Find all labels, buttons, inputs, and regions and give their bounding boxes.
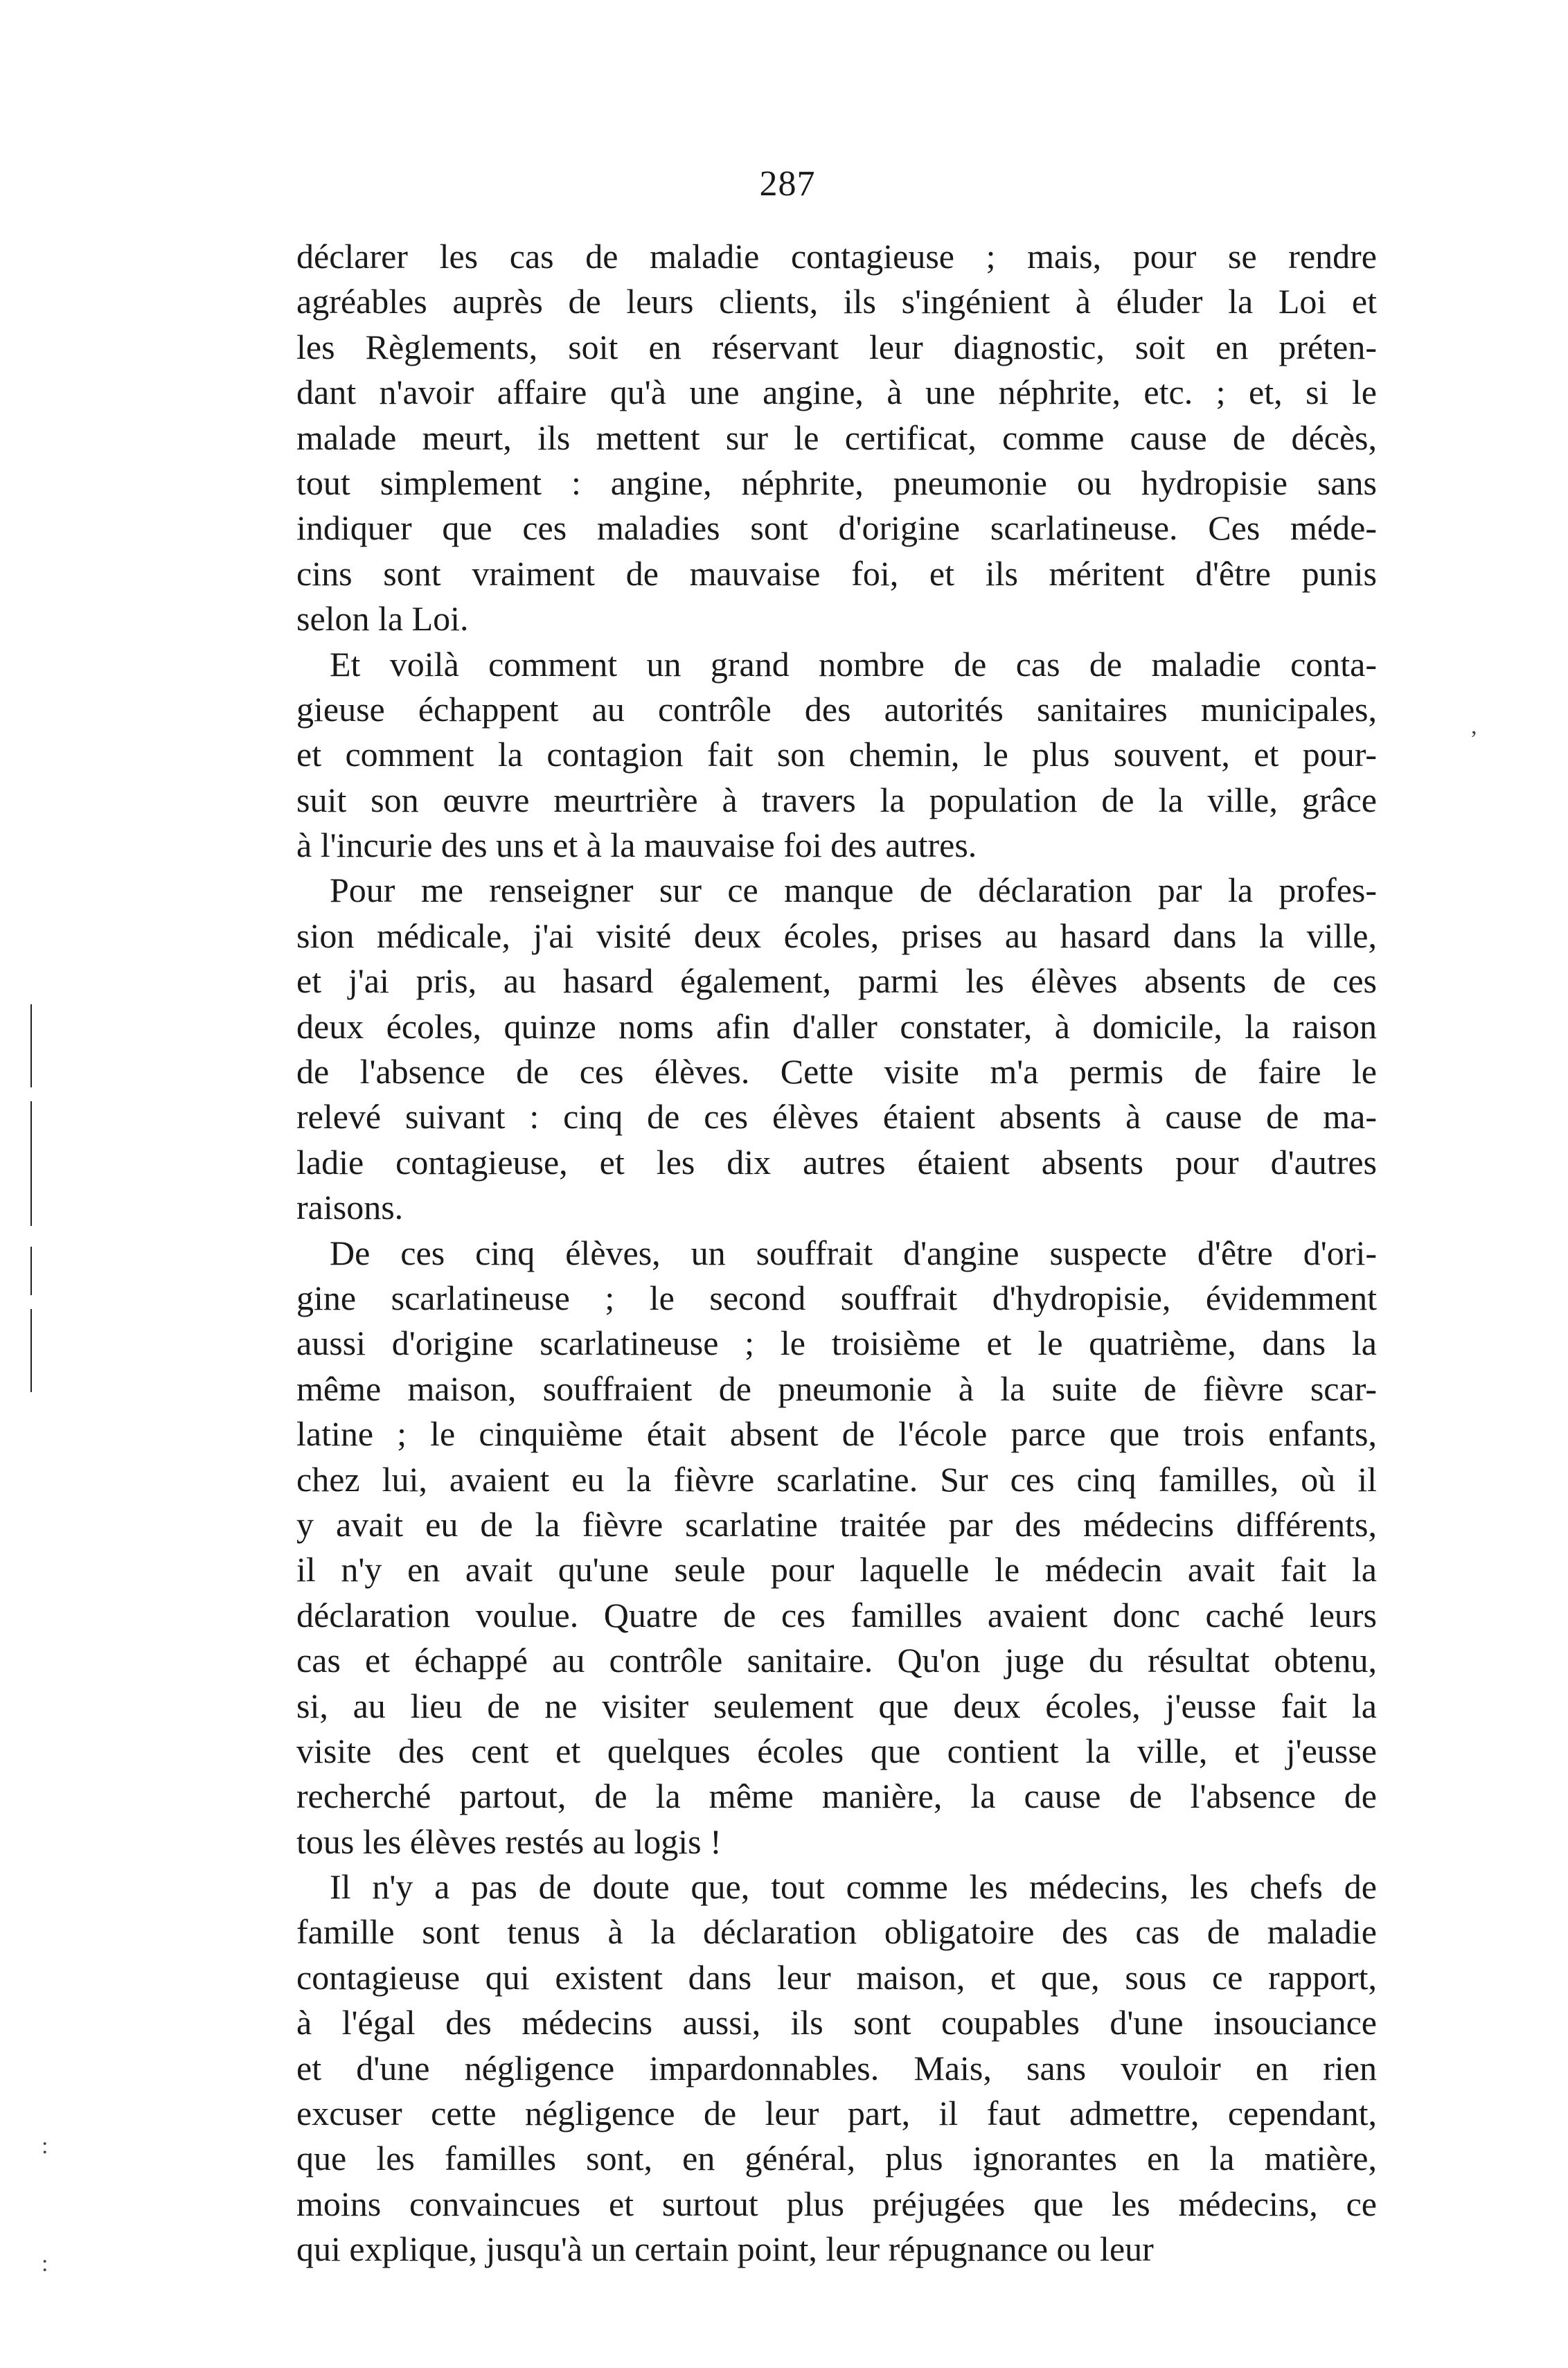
margin-speck: , xyxy=(1471,713,1477,739)
text-line: Il n'y a pas de doute que, tout comme les médecins, les chefs de xyxy=(330,1867,1377,1907)
text-line: moins convaincues et surtout plus préjugées que les médecins, ce xyxy=(296,2184,1377,2223)
text-line: sion médicale, j'ai visité deux écoles, prises au hasard dans la ville, xyxy=(296,916,1377,955)
text-line: ladie contagieuse, et les dix autres étaient absents pour d'autres xyxy=(296,1142,1377,1182)
text-line: que les familles sont, en général, plus ignorantes en la matière, xyxy=(296,2139,1377,2178)
text-line: et d'une négligence impardonnables. Mais, sans vouloir en rien xyxy=(296,2048,1377,2087)
text-line: famille sont tenus à la déclaration obligatoire des cas de maladie xyxy=(296,1912,1377,1952)
text-line: déclaration voulue. Quatre de ces familles avaient donc caché leurs xyxy=(296,1595,1377,1635)
text-line: à l'égal des médecins aussi, ils sont coupables d'une insouciance xyxy=(296,2003,1377,2042)
text-line: indiquer que ces maladies sont d'origine scarlatineuse. Ces méde- xyxy=(296,508,1377,548)
text-line: tous les élèves restés au logis ! xyxy=(296,1822,722,1861)
margin-speck: : xyxy=(42,2133,48,2159)
text-line: aussi d'origine scarlatineuse ; le troisième et le quatrième, dans la xyxy=(296,1324,1377,1363)
text-line: et comment la contagion fait son chemin, le plus souvent, et pour- xyxy=(296,735,1377,774)
text-line: cas et échappé au contrôle sanitaire. Qu'on juge du résultat obtenu, xyxy=(296,1641,1377,1680)
margin-mark xyxy=(30,1004,32,1087)
text-line: y avait eu de la fièvre scarlatine traitée par des médecins différents, xyxy=(296,1504,1377,1544)
text-line: gine scarlatineuse ; le second souffrait d'hydropisie, évidemment xyxy=(296,1278,1377,1317)
text-line: déclarer les cas de maladie contagieuse ; mais, pour se rendre xyxy=(296,237,1377,276)
text-line: même maison, souffraient de pneumonie à la suite de fièvre scar- xyxy=(296,1369,1377,1408)
text-line: malade meurt, ils mettent sur le certificat, comme cause de décès, xyxy=(296,418,1377,457)
text-line: raisons. xyxy=(296,1188,404,1227)
text-line: De ces cinq élèves, un souffrait d'angine suspecte d'être d'ori- xyxy=(330,1233,1377,1272)
text-line: suit son œuvre meurtrière à travers la population de la ville, grâce xyxy=(296,780,1377,819)
text-line: à l'incurie des uns et à la mauvaise foi des autres. xyxy=(296,826,977,865)
text-line: relevé suivant : cinq de ces élèves étaient absents à cause de ma- xyxy=(296,1097,1377,1137)
text-line: contagieuse qui existent dans leur maison, et que, sous ce rapport, xyxy=(296,1957,1377,1997)
text-line: et j'ai pris, au hasard également, parmi les élèves absents de ces xyxy=(296,961,1377,1001)
text-line: recherché partout, de la même manière, la cause de l'absence de xyxy=(296,1777,1377,1816)
text-line: les Règlements, soit en réservant leur diagnostic, soit en préten- xyxy=(296,327,1377,366)
margin-mark xyxy=(30,1101,32,1226)
text-line: agréables auprès de leurs clients, ils s'ingénient à éluder la Loi et xyxy=(296,282,1377,321)
text-line: cins sont vraiment de mauvaise foi, et ils méritent d'être punis xyxy=(296,553,1377,593)
text-line: selon la Loi. xyxy=(296,599,469,639)
text-line: chez lui, avaient eu la fièvre scarlatine. Sur ces cinq familles, où il xyxy=(296,1459,1377,1499)
text-line: deux écoles, quinze noms afin d'aller constater, à domicile, la raison xyxy=(296,1006,1377,1046)
margin-mark xyxy=(30,1309,32,1392)
text-line: excuser cette négligence de leur part, il faut admettre, cependant, xyxy=(296,2094,1377,2133)
page-number: 287 xyxy=(759,164,816,204)
body-text xyxy=(296,234,1377,2272)
text-line: tout simplement : angine, néphrite, pneumonie ou hydropisie sans xyxy=(296,463,1377,502)
text-line: latine ; le cinquième était absent de l'école parce que trois enfants, xyxy=(296,1414,1377,1454)
margin-mark xyxy=(30,1247,32,1295)
text-line: visite des cent et quelques écoles que contient la ville, et j'eusse xyxy=(296,1731,1377,1770)
text-line: de l'absence de ces élèves. Cette visite m'a permis de faire le xyxy=(296,1052,1377,1092)
text-line: Et voilà comment un grand nombre de cas de maladie conta- xyxy=(330,644,1377,684)
text-line: si, au lieu de ne visiter seulement que deux écoles, j'eusse fait la xyxy=(296,1686,1377,1725)
text-line: qui explique, jusqu'à un certain point, leur répugnance ou leur xyxy=(296,2229,1154,2269)
text-line: gieuse échappent au contrôle des autorités sanitaires municipales, xyxy=(296,689,1377,729)
margin-speck: : xyxy=(42,2251,48,2277)
text-line: Pour me renseigner sur ce manque de déclaration par la profes- xyxy=(330,871,1377,910)
text-line: il n'y en avait qu'une seule pour laquelle le médecin avait fait la xyxy=(296,1550,1377,1590)
text-line: dant n'avoir affaire qu'à une angine, à une néphrite, etc. ; et, si le xyxy=(296,373,1377,412)
